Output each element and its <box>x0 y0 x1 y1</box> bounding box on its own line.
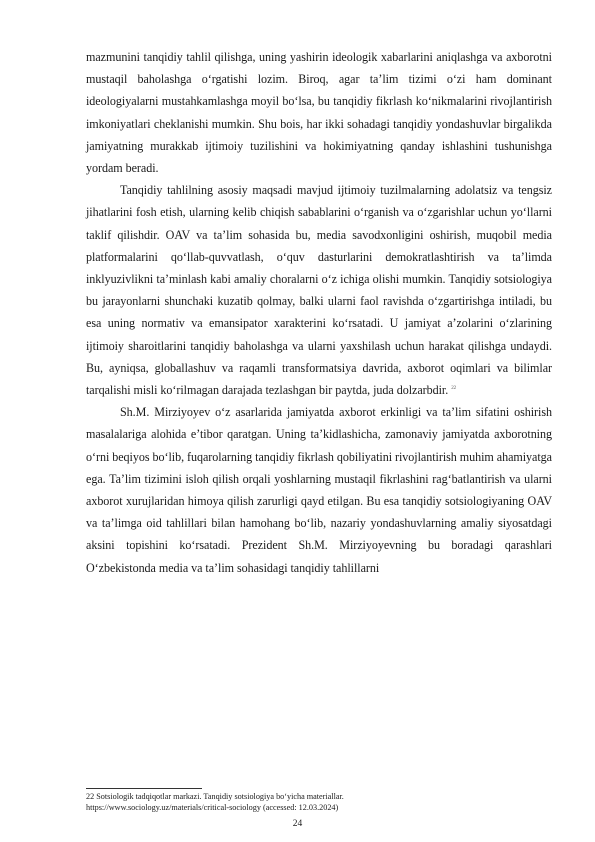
footnote-divider <box>86 788 202 789</box>
page-body <box>86 46 552 579</box>
page-number: 24 <box>292 819 303 829</box>
paragraph-1: mazmunini tanqidiy tahlil qilishga, uning yashirin ideologik xabarlarini aniqlashga va axborotni mustaqil baholashga o‘rgatishi lozim. Biroq, agar ta’lim tizimi o‘zi ham dominant ideologiyalarni mustahkamlashga moyil bo‘lsa, bu tanqidiy fikrlash ko‘nikmalarini rivojlantirish imkoniyatlari cheklanishi mumkin. Shu bois, har ikki sohadagi tanqidiy yondashuvlar birgalikda jamiyatning murakkab ijtimoiy tuzilishini va hokimiyatning qanday ishlashini tushunishga yordam beradi. <box>86 50 552 176</box>
footnote-url[interactable]: https://www.sociology.uz/materials/critical-sociology (accessed: 12.03.2024) <box>86 802 339 812</box>
footnote-text: 22 Sotsiologik tadqiqotlar markazi. Tanqidiy sotsiologiya bo‘yicha materiallar. <box>86 792 344 801</box>
paragraph-2 <box>86 179 552 401</box>
paragraph-3: Sh.M. Mirziyoyev o‘z asarlarida jamiyatda axborot erkinligi va ta’lim sifatini oshirish masalalariga alohida e’tibor qaratgan. Uning ta’kidlashicha, zamonaviy jamiyatda axborotning o‘rni beqiyos bo‘lib, fuqarolarning tanqidiy fikrlash qobiliyatini rivojlantirish muhim ahamiyatga ega. Ta’lim tizimini isloh qilish orqali yoshlarning mustaqil fikrlashini rag‘batlantirish va ularni axborot xurujlaridan himoya qilish zarurligi qayd etilgan. Bu esa tanqidiy sotsiologiyaning OAV va ta’limga oid tahlillari bilan hamohang bo‘lib, nazariy yondashuvlarning amaliy siyosatdagi aksini topishini ko‘rsatadi. Prezident Sh.M. Mirziyoyevning bu boradagi qarashlari O‘zbekistonda media va ta’lim sohasidagi tanqidiy tahlillarni <box>86 405 552 575</box>
footnotes <box>86 792 552 813</box>
footnote-reference[interactable]: 22 <box>451 386 457 392</box>
paragraph-2-text: Tanqidiy tahlilning asosiy maqsadi mavjud ijtimoiy tuzilmalarning adolatsiz va tengsiz jihatlarini fosh etish, ularning kelib chiqish sabablarini o‘rganish va o‘zgarishlar uchun yo‘llarni taklif qilishdir. OAV va ta’lim sohasida bu, media savodxonligini oshirish, muqobil media platformalarini qo‘llab-quvvatlash, o‘quv dasturlarini demokratlashtirish va ta’limda inklyuzivlikni ta’minlash kabi amaliy choralarni o‘z ichiga olishi mumkin. Tanqidiy sotsiologiya bu jarayonlarni shunchaki kuzatib qolmay, balki ularni faol ravishda o‘zgartirishga intiladi, bu esa uning normativ va emansipator xarakterini ko‘rsatadi. U jamiyat a’zolarini o‘zlarining ijtimoiy sharoitlarini tanqidiy baholashga va ularni yaxshilash uchun harakat qilishga undaydi. Bu, ayniqsa, globallashuv va raqamli transformatsiya davrida, axborot oqimlari va bilimlar tarqalishi misli ko‘rilmagan darajada tezlashgan bir paytda, juda dolzarbdir. <box>86 183 552 398</box>
